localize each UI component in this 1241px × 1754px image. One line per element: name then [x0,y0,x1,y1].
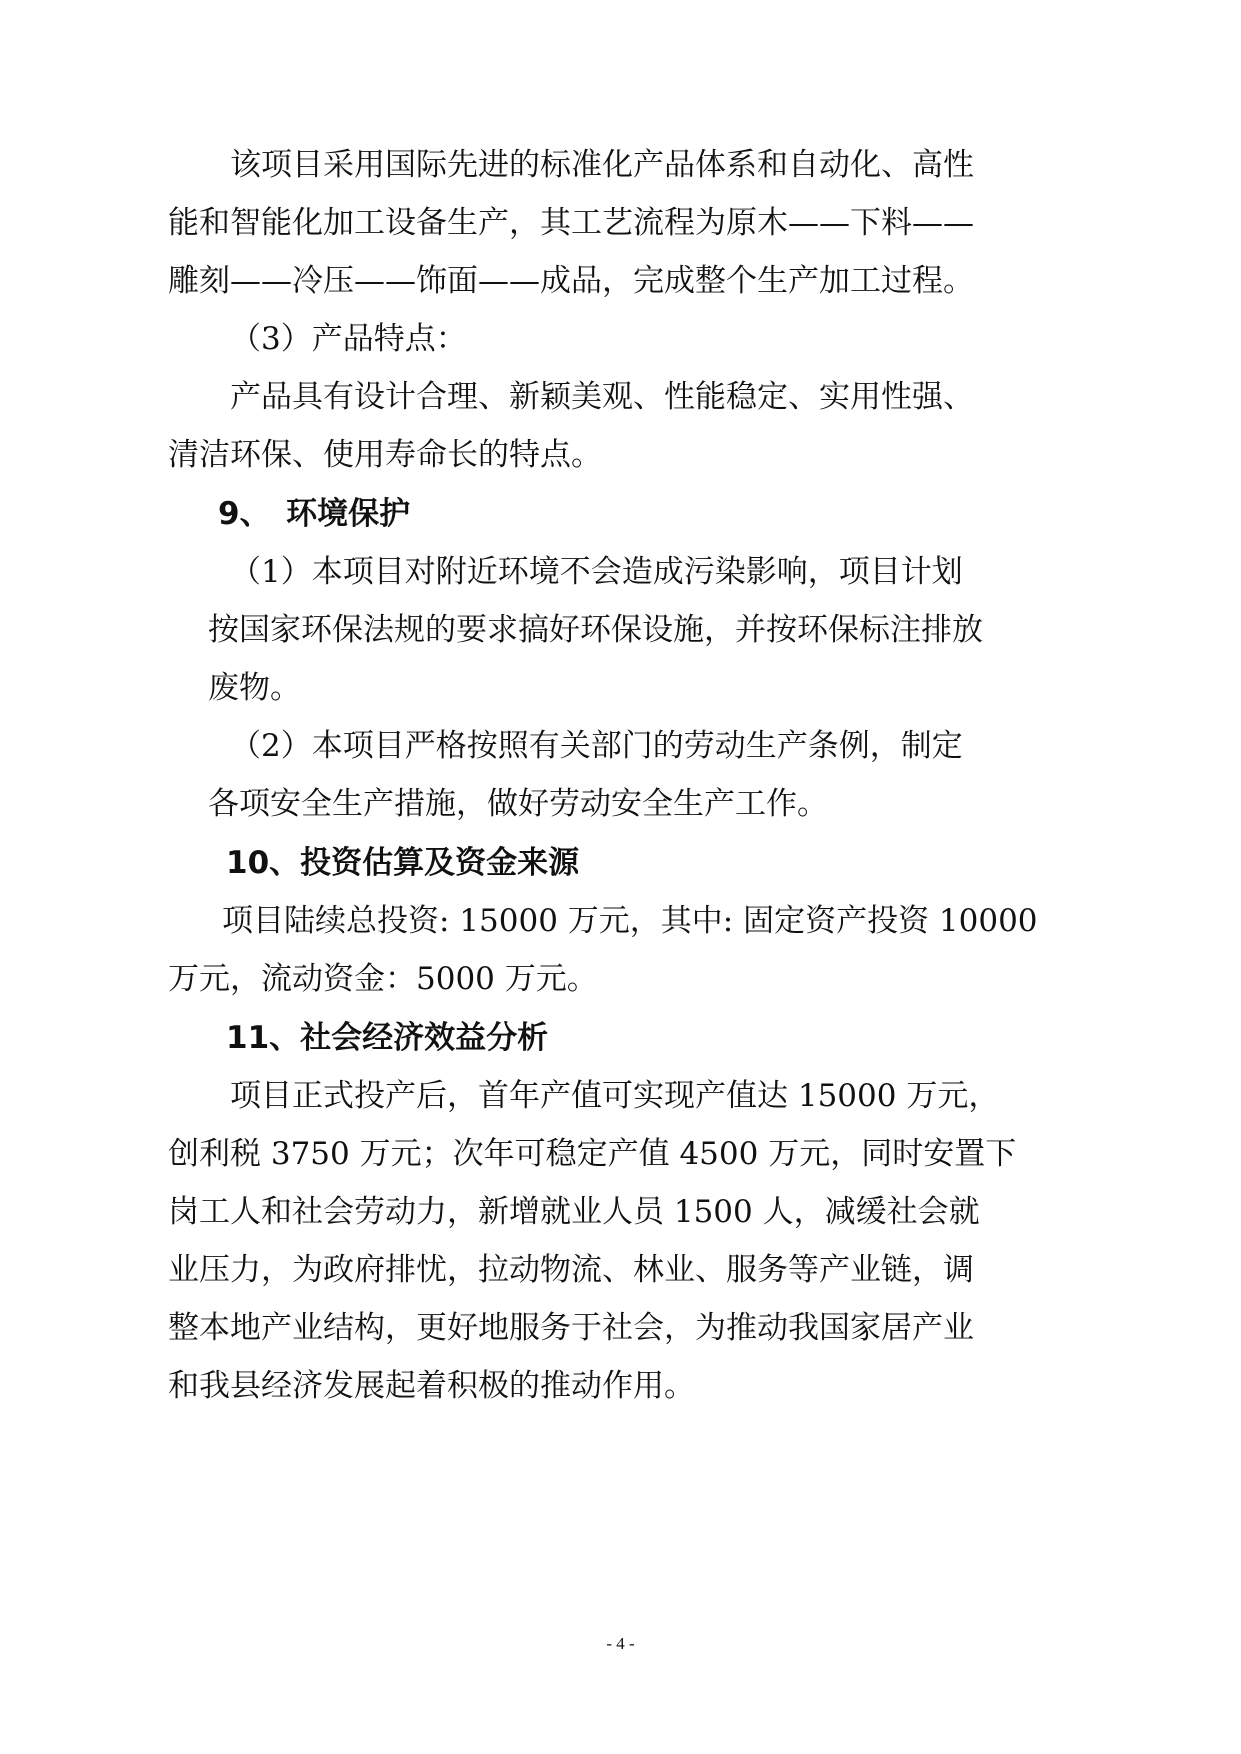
section10-heading: 10、投资估算及资金来源 [226,845,580,881]
features-paragraph-line-2: 清洁环保、使用寿命长的特点。 [168,437,602,473]
section10-body-line-1: 项目陆续总投资: 15000 万元，其中: 固定资产投资 10000 [222,903,1038,939]
section11-body-line-2: 创利税 3750 万元；次年可稳定产值 4500 万元，同时安置下 [168,1136,1017,1172]
section11-body-line-3: 岗工人和社会劳动力，新增就业人员 1500 人，减缓社会就 [168,1194,980,1230]
process-paragraph-line-1: 该项目采用国际先进的标准化产品体系和自动化、高性 [230,147,974,183]
process-paragraph-line-2: 能和智能化加工设备生产，其工艺流程为原木——下料—— [168,205,974,241]
page-number: - 4 - [606,1634,635,1653]
section9-item2-line-2: 各项安全生产措施，做好劳动安全生产工作。 [208,786,828,822]
section11-body-line-1: 项目正式投产后，首年产值可实现产值达 15000 万元， [230,1078,1000,1114]
process-paragraph-line-3: 雕刻——冷压——饰面——成品，完成整个生产加工过程。 [168,263,974,299]
section9-item1-line-3: 废物。 [208,670,301,706]
section11-body-line-4: 业压力，为政府排忧，拉动物流、林业、服务等产业链，调 [168,1252,974,1288]
section9-heading: 9、 环境保护 [218,496,411,532]
section11-body-line-5: 整本地产业结构，更好地服务于社会，为推动我国家居产业 [168,1310,974,1346]
section10-body-line-2: 万元，流动资金：5000 万元。 [168,961,598,997]
section9-item2-line-1: （2）本项目严格按照有关部门的劳动生产条例，制定 [230,728,963,764]
section9-item1-line-1: （1）本项目对附近环境不会造成污染影响，项目计划 [230,554,963,590]
product-features-label: （3）产品特点： [230,321,467,357]
section11-body-line-6: 和我县经济发展起着积极的推动作用。 [168,1368,695,1404]
section11-heading: 11、社会经济效益分析 [226,1020,549,1056]
section9-item1-line-2: 按国家环保法规的要求搞好环保设施，并按环保标注排放 [208,612,983,648]
features-paragraph-line-1: 产品具有设计合理、新颖美观、性能稳定、实用性强、 [230,379,974,415]
